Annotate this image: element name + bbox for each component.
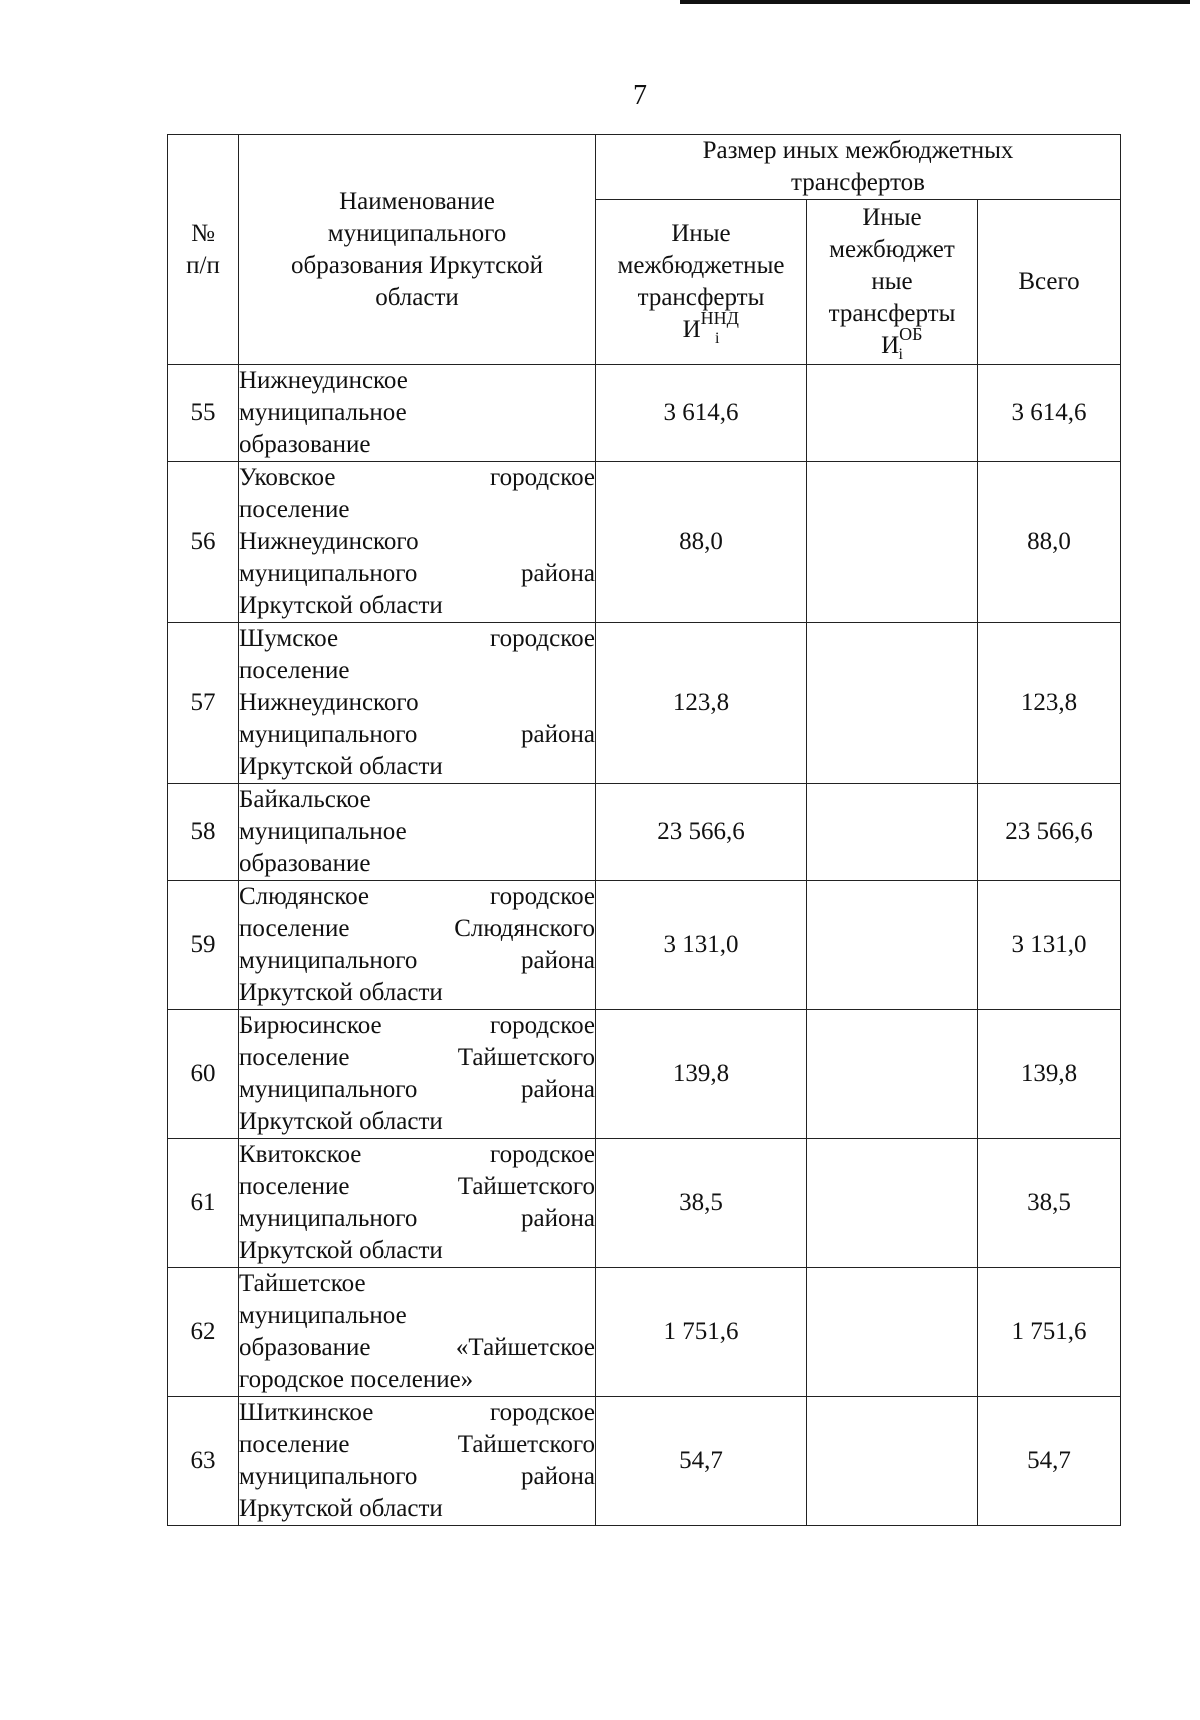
municipality-name-line: Уковское городское [239, 464, 595, 491]
page-number: 7 [633, 80, 647, 111]
table-row [168, 1397, 1121, 1526]
municipality-name [239, 1268, 596, 1397]
municipality-name-line: поселение Тайшетского [239, 1431, 595, 1458]
value-innd: 123,8 [596, 623, 807, 784]
table-row [168, 462, 1121, 623]
value-innd: 1 751,6 [596, 1268, 807, 1397]
value-innd: 23 566,6 [596, 784, 807, 881]
value-iob [807, 1139, 978, 1268]
table-row [168, 1139, 1121, 1268]
municipality-name [239, 784, 596, 881]
value-innd: 38,5 [596, 1139, 807, 1268]
municipality-name-line: образование [239, 431, 371, 458]
municipality-name-line: муниципального района [239, 1205, 595, 1232]
symbol-innd [682, 307, 739, 347]
value-total: 88,0 [978, 462, 1121, 623]
value-iob [807, 462, 978, 623]
symbol-innd-sup: ННД [700, 307, 739, 328]
municipality-name-line: Слюдянское городское [239, 883, 595, 910]
municipality-name-line: муниципальное [239, 399, 407, 426]
header-num-label: № п/п [186, 219, 220, 279]
row-number: 58 [168, 784, 239, 881]
row-number: 60 [168, 1010, 239, 1139]
table-row [168, 1268, 1121, 1397]
value-iob [807, 784, 978, 881]
transfers-table [167, 134, 1121, 1526]
municipality-name-line: Иркутской области [239, 1495, 443, 1522]
header-num [168, 135, 239, 365]
value-total: 54,7 [978, 1397, 1121, 1526]
municipality-name-line: поселение [239, 496, 350, 523]
header-name-label: Наименование муниципального образования Иркутской области [290, 187, 544, 311]
header-col2-label: Иные межбюджет ные трансферты [828, 204, 956, 327]
municipality-name-line: Шумское городское [239, 625, 595, 652]
value-total: 123,8 [978, 623, 1121, 784]
header-group [596, 135, 1121, 200]
municipality-name-line: поселение [239, 657, 350, 684]
row-number: 56 [168, 462, 239, 623]
symbol-iob-sub: i [898, 346, 903, 363]
header-group-label: Размер иных межбюджетных трансфертов [702, 137, 1014, 196]
symbol-iob-sup: ОБ [899, 323, 923, 344]
municipality-name-line: муниципальное [239, 1302, 407, 1329]
value-total: 139,8 [978, 1010, 1121, 1139]
municipality-name-line: Нижнеудинского [239, 528, 419, 555]
municipality-name-line: Нижнеудинского [239, 689, 419, 716]
header-name [239, 135, 596, 365]
symbol-iob [881, 323, 923, 363]
municipality-name-line: поселение Тайшетского [239, 1173, 595, 1200]
value-innd: 3 131,0 [596, 881, 807, 1010]
table-body [168, 365, 1121, 1526]
value-innd: 3 614,6 [596, 365, 807, 462]
table-row [168, 365, 1121, 462]
table-row [168, 623, 1121, 784]
row-number: 61 [168, 1139, 239, 1268]
value-innd: 139,8 [596, 1010, 807, 1139]
top-rule [680, 0, 1190, 4]
row-number: 59 [168, 881, 239, 1010]
municipality-name-line: Шиткинское городское [239, 1399, 595, 1426]
municipality-name-line: Иркутской области [239, 979, 443, 1006]
municipality-name [239, 462, 596, 623]
municipality-name-line: Тайшетское [239, 1270, 366, 1297]
row-number: 55 [168, 365, 239, 462]
municipality-name [239, 1139, 596, 1268]
table-row [168, 1010, 1121, 1139]
value-total: 1 751,6 [978, 1268, 1121, 1397]
symbol-innd-sub: i [714, 330, 720, 347]
symbol-innd-base: И [682, 316, 701, 343]
municipality-name [239, 623, 596, 784]
row-number: 62 [168, 1268, 239, 1397]
header-col3 [978, 200, 1121, 365]
municipality-name [239, 881, 596, 1010]
header-col2 [807, 200, 978, 365]
municipality-name-line: образование [239, 850, 371, 877]
value-iob [807, 881, 978, 1010]
value-iob [807, 365, 978, 462]
table-row [168, 784, 1121, 881]
value-iob [807, 623, 978, 784]
municipality-name [239, 1397, 596, 1526]
municipality-name [239, 365, 596, 462]
header-col3-label: Всего [1018, 268, 1080, 295]
value-total: 3 614,6 [978, 365, 1121, 462]
municipality-name-line: Нижнеудинское [239, 367, 408, 394]
header-col1 [596, 200, 807, 365]
row-number: 57 [168, 623, 239, 784]
value-total: 23 566,6 [978, 784, 1121, 881]
header-col1-label: Иные межбюджетные трансферты [617, 220, 785, 311]
municipality-name-line: Иркутской области [239, 753, 443, 780]
municipality-name-line: городское поселение» [239, 1366, 474, 1393]
value-innd: 54,7 [596, 1397, 807, 1526]
municipality-name-line: Иркутской области [239, 1108, 443, 1135]
row-number: 63 [168, 1397, 239, 1526]
municipality-name-line: образование «Тайшетское [239, 1334, 595, 1361]
municipality-name-line: Байкальское [239, 786, 371, 813]
value-innd: 88,0 [596, 462, 807, 623]
municipality-name-line: муниципального района [239, 721, 595, 748]
value-total: 38,5 [978, 1139, 1121, 1268]
municipality-name-line: поселение Тайшетского [239, 1044, 595, 1071]
symbol-iob-base: И [881, 332, 900, 359]
municipality-name-line: Квитокское городское [239, 1141, 595, 1168]
municipality-name-line: Бирюсинское городское [239, 1012, 595, 1039]
municipality-name [239, 1010, 596, 1139]
value-iob [807, 1010, 978, 1139]
value-iob [807, 1397, 978, 1526]
municipality-name-line: поселение Слюдянского [239, 915, 595, 942]
municipality-name-line: муниципального района [239, 1463, 595, 1490]
municipality-name-line: Иркутской области [239, 1237, 443, 1264]
municipality-name-line: муниципального района [239, 1076, 595, 1103]
municipality-name-line: муниципального района [239, 560, 595, 587]
table-row [168, 881, 1121, 1010]
municipality-name-line: Иркутской области [239, 592, 443, 619]
municipality-name-line: муниципального района [239, 947, 595, 974]
municipality-name-line: муниципальное [239, 818, 407, 845]
value-iob [807, 1268, 978, 1397]
value-total: 3 131,0 [978, 881, 1121, 1010]
